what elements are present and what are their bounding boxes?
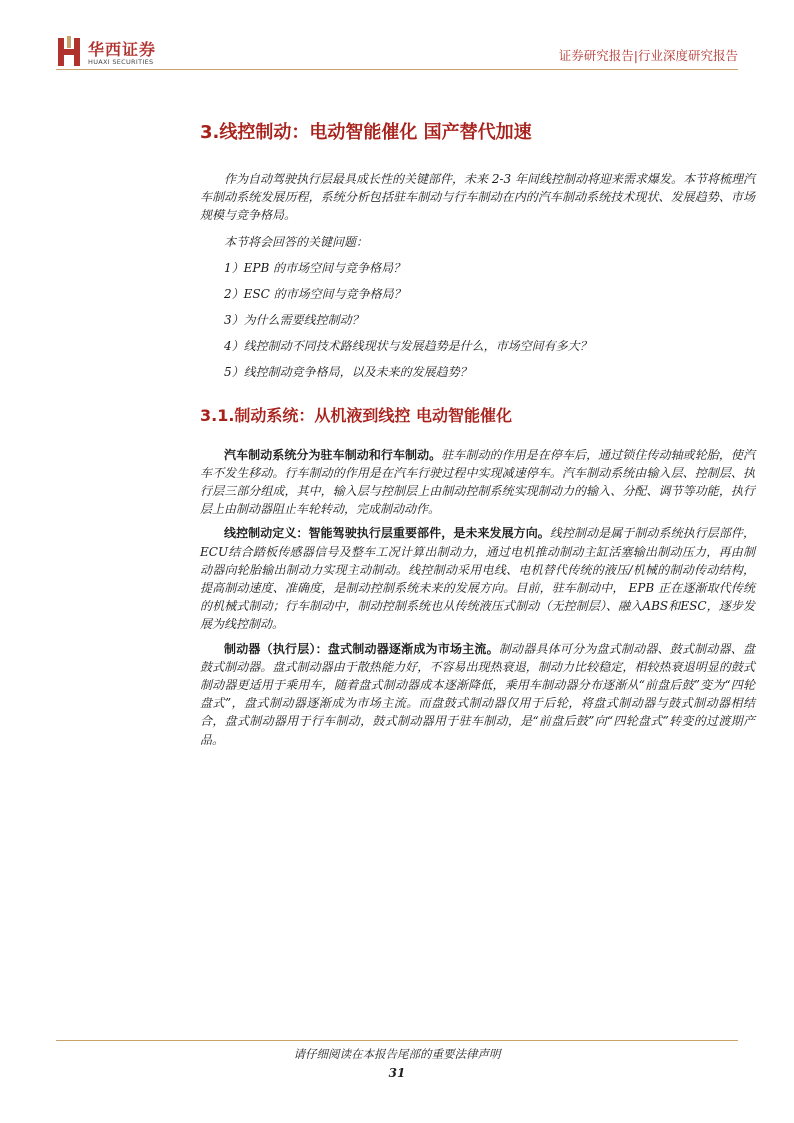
legal-disclaimer: 请仔细阅读在本报告尾部的重要法律声明 [293,1047,501,1061]
page-number: 31 [388,1066,406,1080]
question-item: 5）线控制动竞争格局，以及未来的发展趋势？ [224,364,472,379]
paragraph-braking-system [200,446,755,519]
page-header [0,0,794,80]
section-intro: 作为自动驾驶执行层最具成长性的关键部件，未来 2-3 年间线控制动将迎来需求爆发。本节将梳理汽车制动系统发展历程，系统分析包括驻车制动与行车制动在内的汽车制动系统技术现状、发展趋势、市场规模与竞争格局。 [200,172,755,223]
main-content [200,118,755,749]
paragraph-lead: 制动器（执行层）：盘式制动器逐渐成为市场主流。 [224,641,499,656]
report-type: 证券研究报告|行业深度研究报告 [558,48,738,63]
section-title: 3.线控制动：电动智能催化 国产替代加速 [200,122,532,143]
paragraph-lead: 汽车制动系统分为驻车制动和行车制动。 [224,447,442,462]
company-logo [56,36,186,70]
paragraph-text: 线控制动是属于制动系统执行层部件，ECU结合踏板传感器信号及整车工况计算出制动力，通过电机推动制动主缸活塞输出制动压力，再由制动器向轮胎输出制动力实现主动制动。线控制动采用电线、电机替代传统的液压/机械的制动传动结构，提高制动速度、准确度，是制动控制系统未来的发展方向。目前，驻车制动中， EPB 正在逐渐取代传统的机械式制动；行车制动中，制动控制系统也从传统液压式制动（无控制层）、融入ABS和ESC，逐步发展为线控制动。 [200,526,755,632]
paragraph-lead: 线控制动定义：智能驾驶执行层重要部件，是未来发展方向。 [224,526,550,541]
question-item: 3）为什么需要线控制动？ [224,312,364,327]
question-item: 2）ESC 的市场空间与竞争格局？ [224,286,406,301]
question-item: 4）线控制动不同技术路线现状与发展趋势是什么，市场空间有多大？ [224,338,592,353]
questions-intro: 本节将会回答的关键问题： [224,234,369,249]
huaxi-logo-icon [56,36,82,68]
paragraph-text: 驻车制动的作用是在停车后，通过锁住传动轴或轮胎，使汽车不发生移动。行车制动的作用是在汽车行驶过程中实现减速停车。汽车制动系统由输入层、控制层、执行层三部分组成，其中，输入层与控制层上由制动控制系统实现制动力的输入、分配、调节等功能，执行层上由制动器阻止车轮转动，完成制动动作。 [200,447,755,517]
paragraph-brake-by-wire [200,524,755,633]
spacer [200,381,755,403]
logo-chinese-name: 华西证券 [88,40,157,59]
subsection-title: 3.1.制动系统：从机液到线控 电动智能催化 [200,405,512,425]
paragraph-brake-actuator [200,640,755,749]
question-list [200,259,755,381]
footer-divider [56,1040,738,1041]
logo-english-name: HUAXI SECURITIES [88,58,154,66]
paragraph-text: 制动器具体可分为盘式制动器、鼓式制动器、盘鼓式制动器。盘式制动器由于散热能力好，不容易出现热衰退，制动力比较稳定，相较热衰退明显的鼓式制动器更适用于乘用车，随着盘式制动器成本逐渐降低，乘用车制动器分布逐渐从“前盘后鼓”变为“四轮盘式”，盘式制动器逐渐成为市场主流。而盘鼓式制动器仅用于后轮，将盘式制动器与鼓式制动器相结合，盘式制动器用于行车制动，鼓式制动器用于驻车制动，是“前盘后鼓”向“四轮盘式”转变的过渡期产品。 [200,641,755,747]
header-divider [56,69,738,70]
question-item: 1）EPB 的市场空间与竞争格局？ [224,260,406,275]
